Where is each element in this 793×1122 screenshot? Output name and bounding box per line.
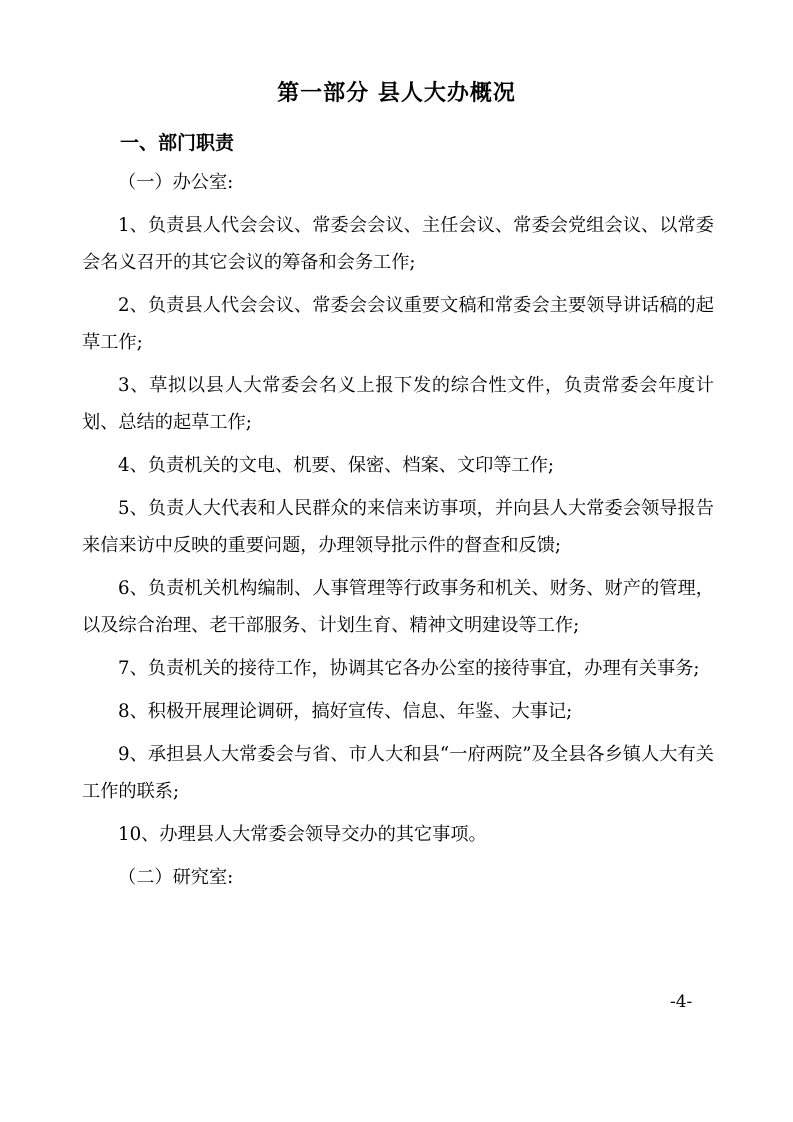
duty-item-10: 10、办理县人大常委会领导交办的其它事项。 xyxy=(118,824,487,845)
duty-item-2: 2、负责县人代会会议、常委会会议重要文稿和常委会主要领导讲话稿的起草工作; xyxy=(82,295,714,353)
duty-item-9: 9、承担县人大常委会与省、市人大和县“一府两院”及全县各乡镇人大有关工作的联系; xyxy=(82,744,714,802)
page-number: -4- xyxy=(670,992,693,1012)
subsection-heading-office: （一）办公室: xyxy=(118,172,234,193)
duty-item-6: 6、负责机关机构编制、人事管理等行政事务和机关、财务、财产的管理，以及综合治理、老干部服务、计划生育、精神文明建设等工作; xyxy=(82,578,714,636)
duty-item-5: 5、负责人大代表和人民群众的来信来访事项，并向县人大常委会领导报告来信来访中反映的重要问题，办理领导批示件的督查和反馈; xyxy=(82,498,714,556)
duty-item-4: 4、负责机关的文电、机要、保密、档案、文印等工作; xyxy=(118,455,555,476)
duty-item-8: 8、积极开展理论调研，搞好宣传、信息、年鉴、大事记; xyxy=(118,701,573,722)
document-body xyxy=(82,164,714,896)
duty-item-3: 3、草拟以县人大常委会名义上报下发的综合性文件，负责常委会年度计划、总结的起草工作; xyxy=(82,375,714,433)
duty-item-7: 7、负责机关的接待工作，协调其它各办公室的接待事宜，办理有关事务; xyxy=(118,658,700,679)
subsection-heading-research: （二）研究室: xyxy=(118,867,234,888)
section-heading: 一、部门职责 xyxy=(120,132,235,154)
page-title: 第一部分 县人大办概况 xyxy=(277,81,516,106)
duty-item-1: 1、负责县人代会会议、常委会会议、主任会议、常委会党组会议、以常委会名义召开的其它会议的筹备和会务工作; xyxy=(82,215,714,273)
